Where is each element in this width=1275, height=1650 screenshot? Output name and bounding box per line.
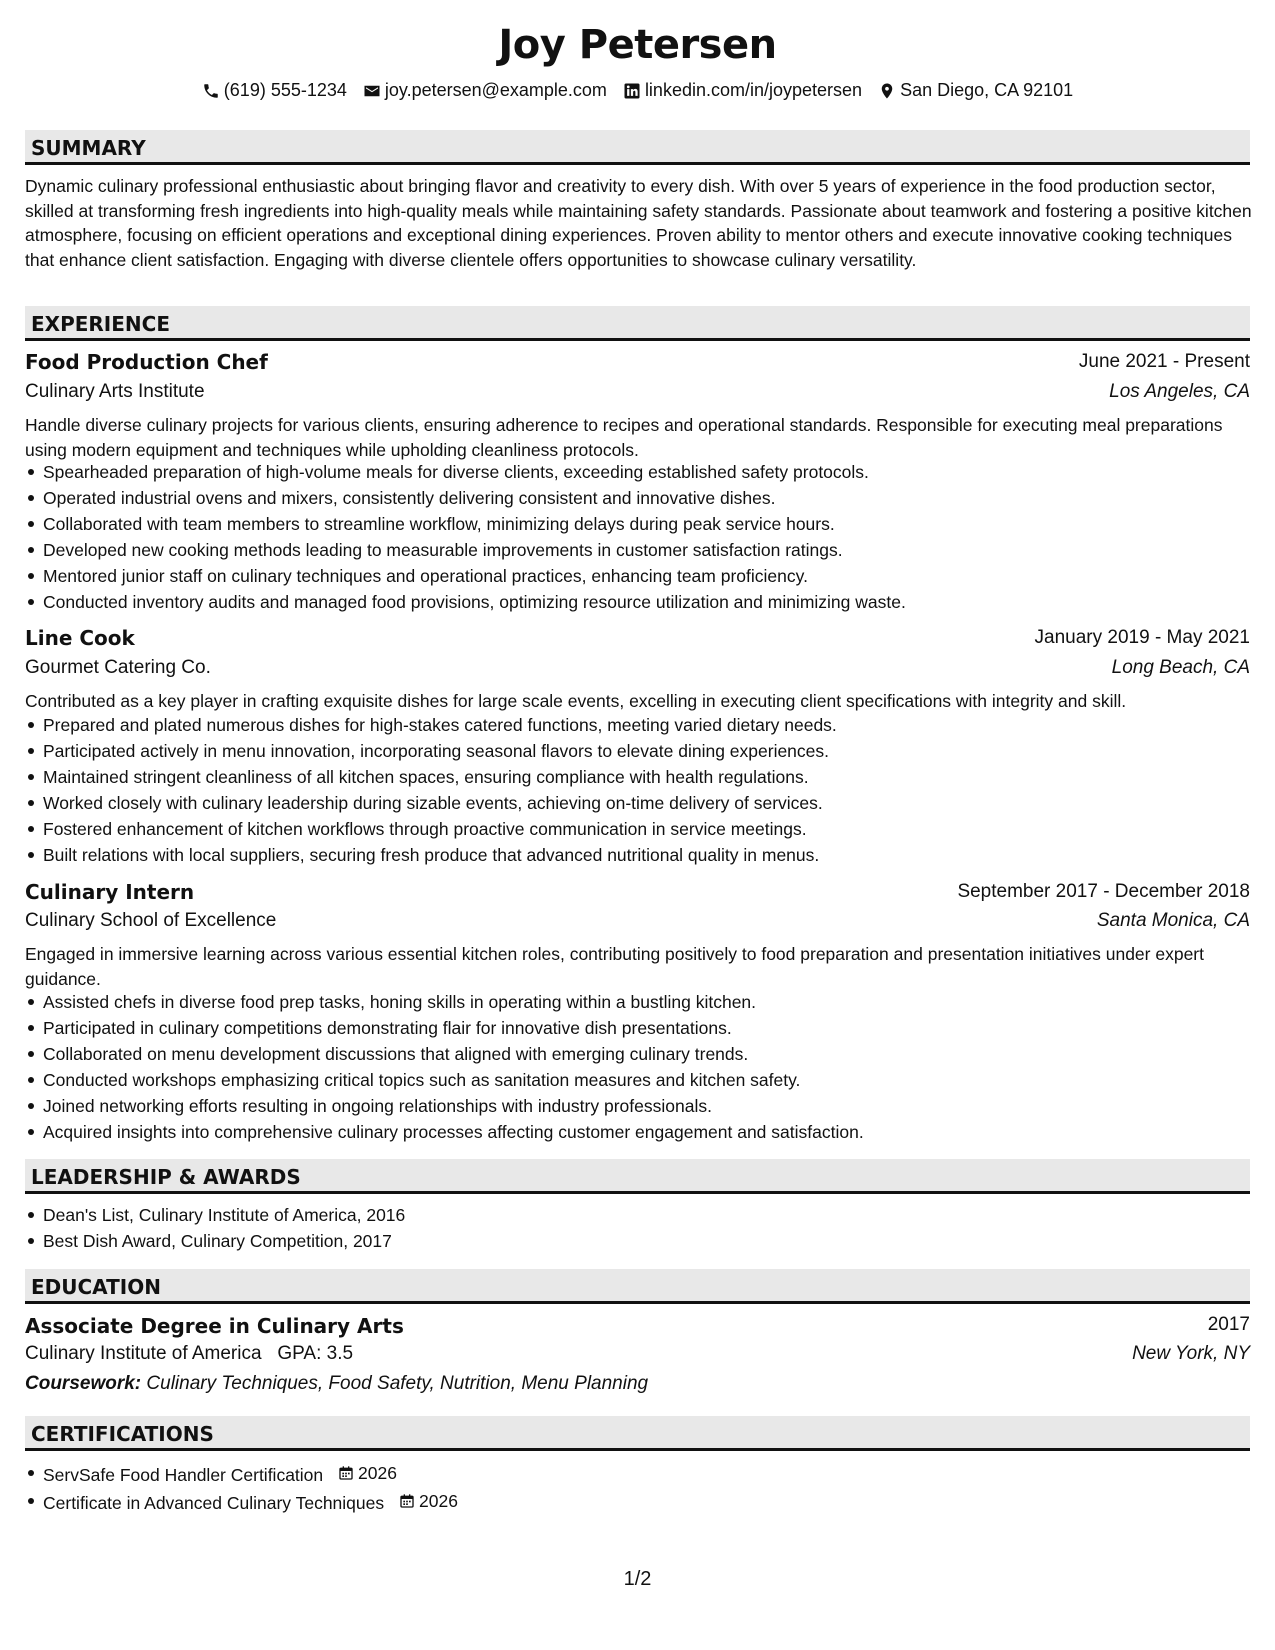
job-dates: June 2021 - Present [1078, 351, 1250, 372]
coursework [25, 1373, 648, 1395]
calendar-icon [399, 1493, 415, 1509]
list-item: Prepared and plated numerous dishes for high-stakes catered functions, meeting varied dietary needs. [25, 712, 1250, 738]
list-item: Developed new cooking methods leading to measurable improvements in customer satisfaction ratings. [25, 537, 1250, 563]
job-organization: Gourmet Catering Co. [25, 657, 211, 678]
list-item: Joined networking efforts resulting in ongoing relationships with industry professionals. [25, 1093, 1250, 1119]
certifications-list [25, 1460, 1250, 1516]
list-item: Maintained stringent cleanliness of all kitchen spaces, ensuring compliance with health regulations. [25, 764, 1250, 790]
list-item: Participated actively in menu innovation, incorporating seasonal flavors to elevate dining experiences. [25, 738, 1250, 764]
job-description: Contributed as a key player in crafting exquisite dishes for large scale events, excelling in executing client specifications with integrity and skill. [25, 691, 1127, 711]
list-item: Worked closely with culinary leadership during sizable events, achieving on-time delivery of services. [25, 790, 1250, 816]
awards-list [25, 1202, 1250, 1254]
list-item: Dean's List, Culinary Institute of America, 2016 [25, 1202, 1250, 1228]
linkedin-text: linkedin.com/in/joypetersen [644, 80, 863, 100]
contact-phone [202, 80, 347, 101]
list-item: Mentored junior staff on culinary techniques and operational practices, enhancing team proficiency. [25, 563, 1250, 589]
certification-date [399, 1488, 458, 1514]
linkedin-icon [623, 82, 641, 100]
list-item: Assisted chefs in diverse food prep tasks, honing skills in operating within a bustling kitchen. [25, 989, 1250, 1015]
job-bullets [25, 989, 1250, 1145]
list-item: Best Dish Award, Culinary Competition, 2017 [25, 1228, 1250, 1254]
summary-heading-text: SUMMARY [31, 136, 146, 160]
list-item: Conducted inventory audits and managed food provisions, optimizing resource utilization and minimizing waste. [25, 589, 1250, 615]
degree-title: Associate Degree in Culinary Arts [25, 1314, 404, 1338]
calendar-icon [338, 1465, 354, 1481]
list-item [25, 1488, 1250, 1516]
certification-name: Certificate in Advanced Culinary Techniques [43, 1493, 385, 1513]
job-description: Engaged in immersive learning across various essential kitchen roles, contributing positively to food preparation and presentation initiatives under expert guidance. [25, 944, 1204, 989]
awards-heading [25, 1159, 1250, 1194]
email-text: joy.petersen@example.com [384, 80, 607, 100]
school-location: New York, NY [1132, 1343, 1250, 1364]
list-item [25, 1460, 1250, 1488]
list-item: Collaborated with team members to streamline workflow, minimizing delays during peak service hours. [25, 511, 1250, 537]
job-title: Culinary Intern [25, 880, 195, 904]
school-and-gpa: Culinary Institute of America GPA: 3.5 [25, 1343, 354, 1364]
job-location: Los Angeles, CA [1109, 381, 1250, 402]
experience-heading [25, 306, 1250, 341]
job-dates: September 2017 - December 2018 [957, 881, 1250, 902]
job-location: Long Beach, CA [1111, 657, 1250, 678]
summary-text: Dynamic culinary professional enthusiastic about bringing flavor and creativity to every dish. With over 5 years of experience in the food production sector, skilled at transforming fresh ingredients into high-quality meals while maintaining safety standards. Passionate about teamwork and fostering a positive kitchen atmosphere, focusing on efficient operations and exceptional dining experiences. Proven ability to mentor others and execute innovative cooking techniques that enhance client satisfaction. Engaging with diverse clientele offers opportunities to showcase culinary versatility. [25, 176, 1252, 270]
candidate-name: Joy Petersen [498, 22, 777, 68]
education-heading-text: EDUCATION [31, 1275, 161, 1299]
graduation-year: 2017 [1207, 1314, 1250, 1335]
certification-date [338, 1460, 397, 1486]
location-text: San Diego, CA 92101 [900, 80, 1074, 100]
coursework-list: Culinary Techniques, Food Safety, Nutrition, Menu Planning [146, 1373, 649, 1394]
list-item: Operated industrial ovens and mixers, consistently delivering consistent and innovative dishes. [25, 485, 1250, 511]
contact-linkedin[interactable] [623, 80, 862, 101]
contact-location [878, 80, 1073, 101]
list-item: Spearheaded preparation of high-volume meals for diverse clients, exceeding established safety protocols. [25, 459, 1250, 485]
phone-text: (619) 555-1234 [223, 80, 347, 100]
contact-email[interactable] [363, 80, 607, 101]
education-heading [25, 1269, 1250, 1304]
contact-bar [0, 80, 1275, 101]
job-location: Santa Monica, CA [1096, 910, 1250, 931]
job-organization: Culinary School of Excellence [25, 910, 277, 931]
list-item: Conducted workshops emphasizing critical topics such as sanitation measures and kitchen safety. [25, 1067, 1250, 1093]
job-description: Handle diverse culinary projects for various clients, ensuring adherence to recipes and operational standards. Responsible for executing meal preparations using modern equipment and techniques while upholding cleanliness protocols. [25, 415, 1223, 460]
experience-heading-text: EXPERIENCE [31, 312, 170, 336]
list-item: Collaborated on menu development discussions that aligned with emerging culinary trends. [25, 1041, 1250, 1067]
summary-heading [25, 130, 1250, 165]
job-title: Food Production Chef [25, 350, 268, 374]
certification-year: 2026 [419, 1491, 458, 1511]
certifications-heading-text: CERTIFICATIONS [31, 1422, 214, 1446]
certifications-heading [25, 1416, 1250, 1451]
map-pin-icon [878, 82, 896, 100]
envelope-icon [363, 82, 381, 100]
job-title: Line Cook [25, 626, 135, 650]
list-item: Fostered enhancement of kitchen workflows through proactive communication in service meetings. [25, 816, 1250, 842]
phone-icon [202, 82, 220, 100]
job-bullets [25, 459, 1250, 615]
job-organization: Culinary Arts Institute [25, 381, 205, 402]
list-item: Built relations with local suppliers, securing fresh produce that advanced nutritional quality in menus. [25, 842, 1250, 868]
list-item: Acquired insights into comprehensive culinary processes affecting customer engagement and satisfaction. [25, 1119, 1250, 1145]
job-bullets [25, 712, 1250, 868]
coursework-label: Coursework: [25, 1373, 142, 1394]
job-dates: January 2019 - May 2021 [1034, 627, 1250, 648]
awards-heading-text: LEADERSHIP & AWARDS [31, 1165, 301, 1189]
certification-name: ServSafe Food Handler Certification [43, 1465, 324, 1485]
list-item: Participated in culinary competitions demonstrating flair for innovative dish presentations. [25, 1015, 1250, 1041]
certification-year: 2026 [358, 1463, 397, 1483]
page-number: 1/2 [623, 1568, 652, 1590]
